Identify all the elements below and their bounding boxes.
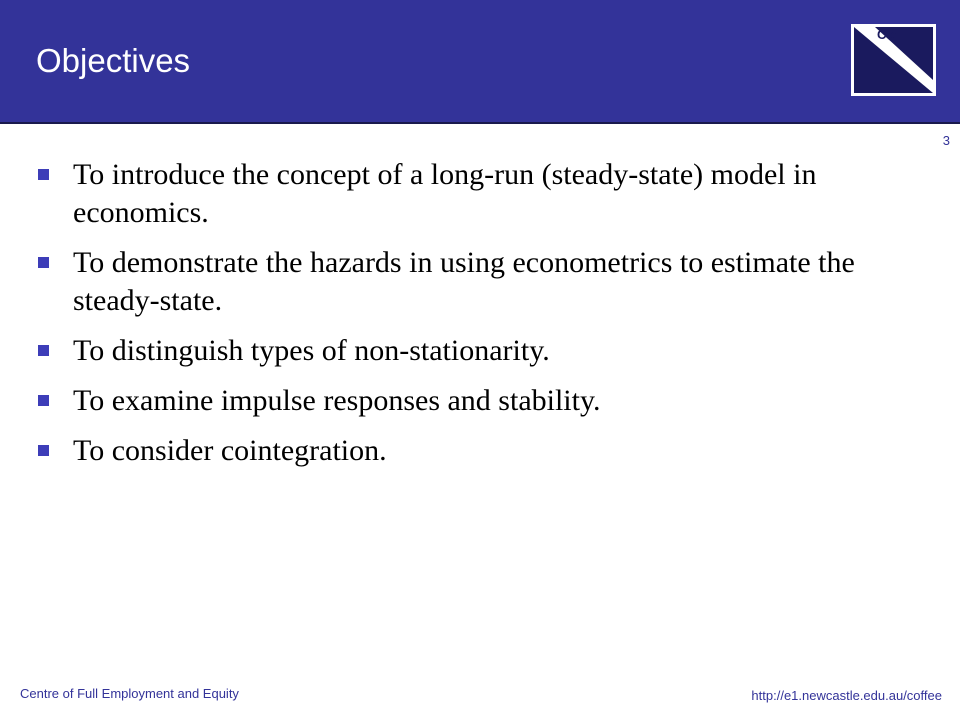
- list-item: [36, 156, 866, 232]
- square-bullet-icon: [38, 445, 49, 456]
- footer-url[interactable]: http://e1.newcastle.edu.au/coffee: [751, 688, 942, 703]
- footer-organization: Centre of Full Employment and Equity: [20, 686, 239, 701]
- page-number: 3: [942, 133, 950, 148]
- square-bullet-icon: [38, 257, 49, 268]
- list-item-text: To distinguish types of non-stationarity.: [73, 334, 550, 367]
- list-item-text: To demonstrate the hazards in using econometrics to estimate the steady-state.: [73, 246, 855, 317]
- list-item-text: To examine impulse responses and stability.: [73, 384, 601, 417]
- logo-text: CofFEE: [877, 27, 924, 42]
- slide-header: [0, 0, 960, 124]
- square-bullet-icon: [38, 169, 49, 180]
- list-item: [36, 382, 866, 420]
- square-bullet-icon: [38, 395, 49, 406]
- list-item: [36, 432, 866, 470]
- square-bullet-icon: [38, 345, 49, 356]
- objectives-list: [36, 156, 866, 482]
- list-item: [36, 332, 866, 370]
- list-item-text: To introduce the concept of a long-run (steady-state) model in economics.: [73, 158, 817, 229]
- list-item-text: To consider cointegration.: [73, 434, 387, 467]
- slide-title: Objectives: [36, 42, 191, 79]
- list-item: [36, 244, 866, 320]
- coffee-logo-icon: [851, 24, 936, 96]
